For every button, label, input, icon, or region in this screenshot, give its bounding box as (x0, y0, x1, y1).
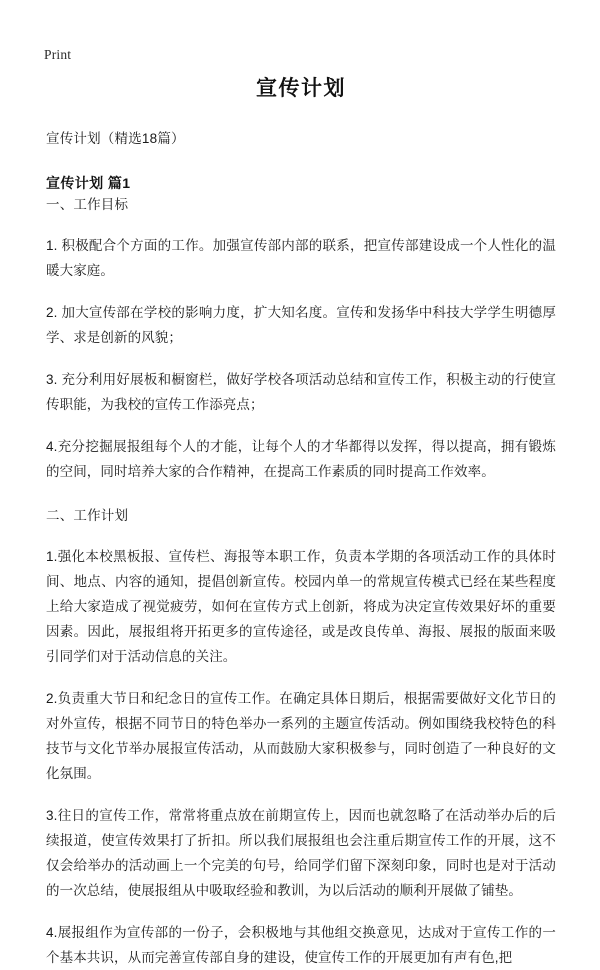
page-title: 宣传计划 (256, 77, 346, 100)
section-list (46, 194, 556, 970)
section-heading-1: 一、工作目标 (46, 197, 129, 212)
paragraph: 1.强化本校黑板报、宣传栏、海报等本职工作，负责本学期的各项活动工作的具体时间、地点、内容的通知，提倡创新宣传。校园内单一的常规宣传模式已经在某些程度上给大家造成了视觉疲劳，如何在宣传方式上创新，将成为决定宣传效果好坏的重要因素。因此，展报组将开拓更多的宣传途径，或是改良传单、海报、展报的版面来吸引同学们对于活动信息的关注。 (46, 549, 556, 664)
paragraph: 4.充分挖掘展报组每个人的才能，让每个人的才华都得以发挥，得以提高，拥有锻炼的空间，同时培养大家的合作精神，在提高工作素质的同时提高工作效率。 (46, 439, 556, 479)
print-link[interactable]: Print (44, 47, 72, 62)
paragraph: 3.往日的宣传工作，常常将重点放在前期宣传上，因而也就忽略了在活动举办后的后续报道，使宣传效果打了折扣。所以我们展报组也会注重后期宣传工作的开展，这不仅会给举办的活动画上一个完美的句号，给同学们留下深刻印象，同时也是对于活动的一次总结，使展报组从中吸取经验和教训，为以后活动的顺利开展做了铺垫。 (46, 808, 556, 898)
paragraph: 2. 加大宣传部在学校的影响力度，扩大知名度。宣传和发扬华中科技大学学生明德厚学、求是创新的风貌； (46, 305, 556, 345)
document-content (46, 74, 556, 970)
paragraph: 2.负责重大节日和纪念日的宣传工作。在确定具体日期后，根据需要做好文化节日的对外宣传，根据不同节日的特色举办一系列的主题宣传活动。例如围绕我校特色的科技节与文化节举办展报宣传活动，从而鼓励大家积极参与，同时创造了一种良好的文化氛围。 (46, 691, 556, 781)
section-heading-2: 二、工作计划 (46, 508, 129, 523)
paragraph: 3. 充分利用好展板和橱窗栏，做好学校各项活动总结和宣传工作，积极主动的行使宣传职能，为我校的宣传工作添亮点； (46, 372, 556, 412)
article-heading: 宣传计划 篇1 (46, 175, 131, 191)
paragraph: 1. 积极配合个方面的工作。加强宣传部内部的联系，把宣传部建设成一个人性化的温暖大家庭。 (46, 238, 556, 278)
document-subtitle: 宣传计划（精选18篇） (46, 131, 185, 146)
paragraph: 4.展报组作为宣传部的一份子，会积极地与其他组交换意见，达成对于宣传工作的一个基本共识，从而完善宣传部自身的建设，使宣传工作的开展更加有声有色,把 (46, 925, 556, 965)
